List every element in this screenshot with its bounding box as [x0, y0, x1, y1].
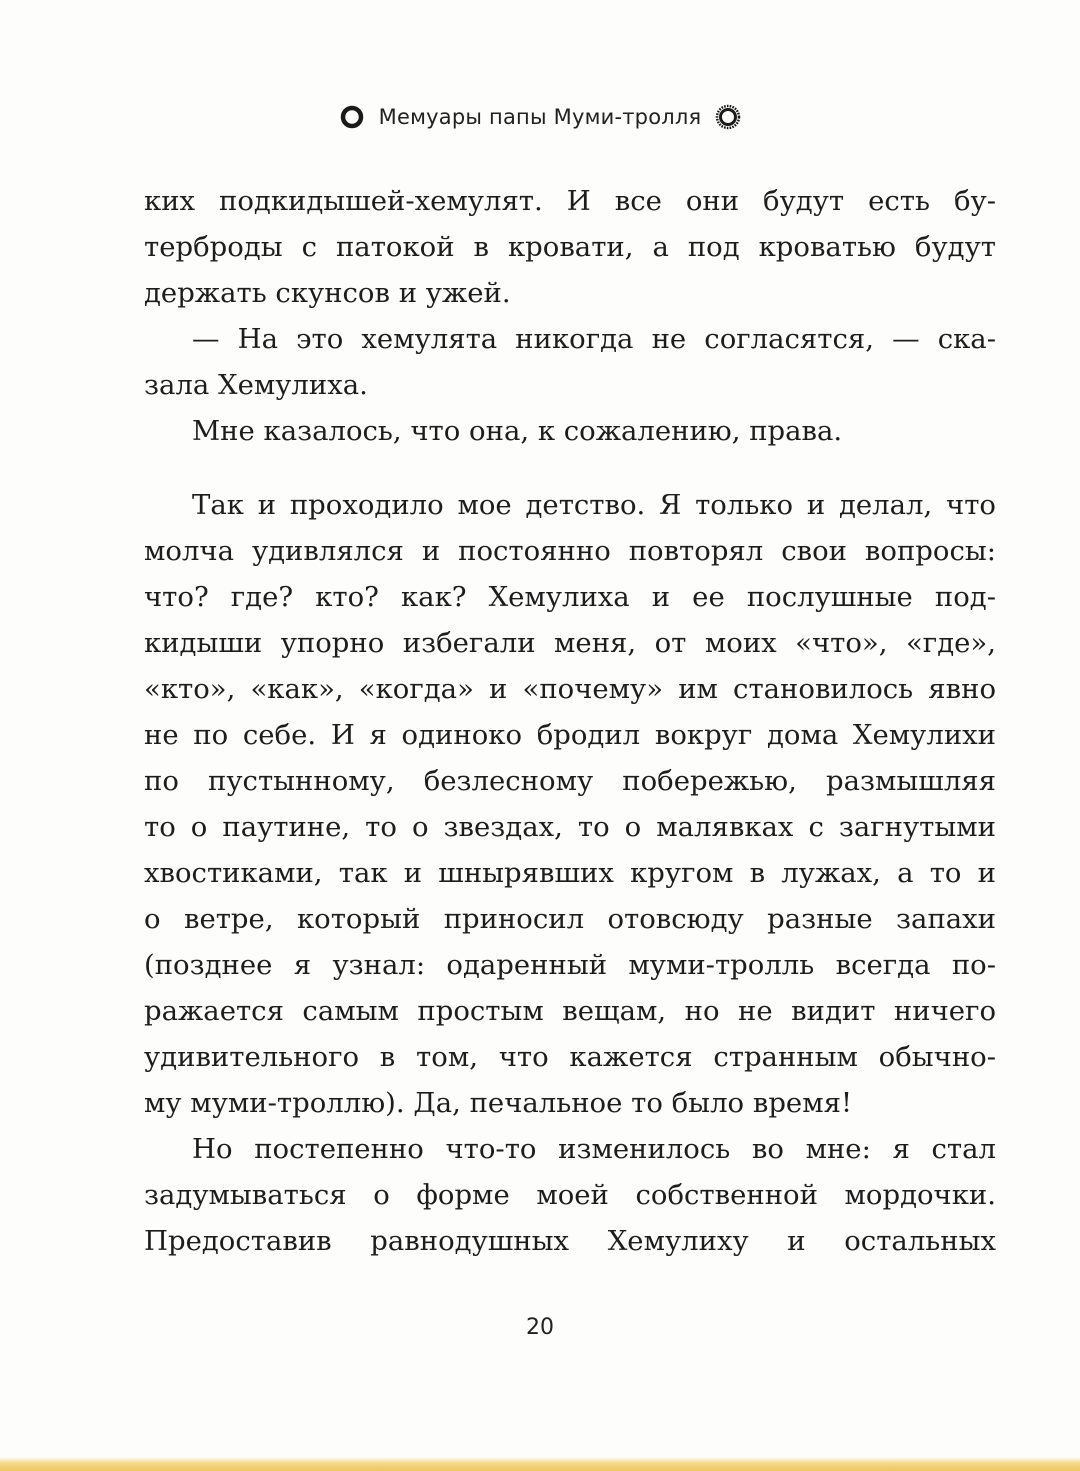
- text-line: что? где? кто? как? Хемулиха и ее послушные под-: [144, 581, 996, 613]
- text-line: — На это хемулята никогда не согласятся, — ска-: [192, 323, 996, 355]
- text-line: задумываться о форме моей собственной мордочки.: [144, 1179, 996, 1211]
- text-line: хвостиками, так и шнырявших кругом в лужах, а то и: [144, 857, 996, 889]
- text-line: ких подкидышей-хемулят. И все они будут есть бу-: [144, 185, 996, 217]
- text-line: «кто», «как», «когда» и «почему» им становилось явно: [144, 673, 996, 705]
- text-line: молча удивлялся и постоянно повторял свои вопросы:: [144, 535, 996, 567]
- paragraph: [144, 482, 996, 1126]
- running-header: [0, 104, 1080, 130]
- paragraph: [144, 316, 996, 408]
- text-line: терброды с патокой в кровати, а под кроватью будут: [144, 231, 996, 263]
- text-line: о ветре, который приносил отовсюду разные запахи: [144, 903, 996, 935]
- text-line: (позднее я узнал: одаренный муми-тролль всегда по-: [144, 949, 996, 981]
- text-line: удивительного в том, что кажется странным обычно-: [144, 1041, 996, 1073]
- page-number: 20: [526, 1315, 554, 1340]
- paragraph-gap: [144, 454, 996, 482]
- sun-ornament-icon: [715, 104, 741, 130]
- running-title: Мемуары папы Муми-тролля: [378, 105, 702, 129]
- ring-ornament-icon: [339, 104, 365, 130]
- text-line: зала Хемулиха.: [144, 369, 368, 401]
- body-text: [144, 178, 996, 1264]
- text-line: держать скунсов и ужей.: [144, 277, 511, 309]
- paragraph: [144, 408, 996, 454]
- text-line: Предоставив равнодушных Хемулиху и остальных: [144, 1225, 996, 1257]
- text-line: кидыши упорно избегали меня, от моих «что», «где»,: [144, 627, 996, 659]
- text-line: Так и проходило мое детство. Я только и делал, что: [192, 489, 996, 521]
- text-line: не по себе. И я одиноко бродил вокруг дома Хемулихи: [144, 719, 996, 751]
- paragraph: [144, 1126, 996, 1264]
- text-line: ражается самым простым вещам, но не видит ничего: [144, 995, 996, 1027]
- text-line: Мне казалось, что она, к сожалению, права.: [192, 415, 843, 447]
- paragraph: [144, 178, 996, 316]
- text-line: му муми-троллю). Да, печальное то было время!: [144, 1087, 852, 1119]
- page-edge: [0, 1457, 1080, 1471]
- text-line: то о паутине, то о звездах, то о малявках с загнутыми: [144, 811, 996, 843]
- text-line: по пустынному, безлесному побережью, размышляя: [144, 765, 996, 797]
- text-line: Но постепенно что-то изменилось во мне: я стал: [192, 1133, 996, 1165]
